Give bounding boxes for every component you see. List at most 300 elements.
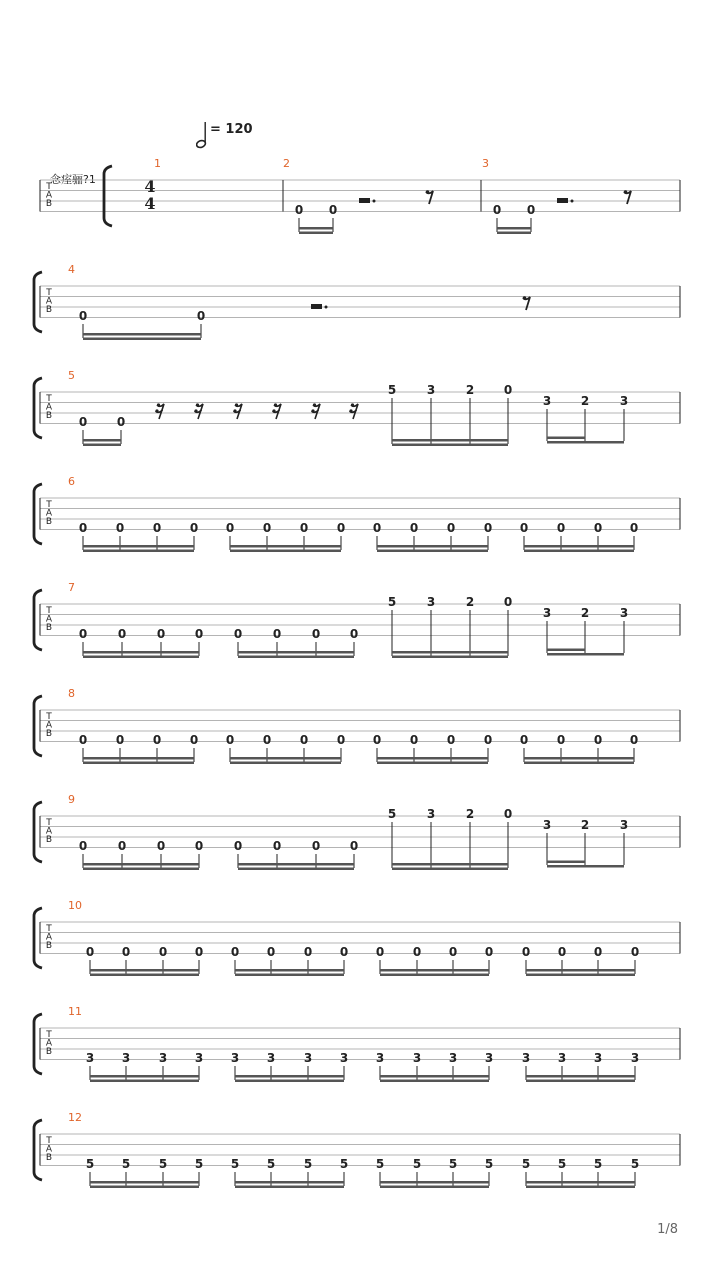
fret-number: 0 — [311, 627, 321, 641]
fret-number: 0 — [349, 627, 359, 641]
system-bracket — [34, 484, 42, 544]
sixteenth-rest-icon — [157, 403, 160, 406]
beam — [83, 762, 194, 765]
staff-system — [34, 908, 680, 968]
fret-number: 3 — [557, 1051, 567, 1065]
staff-system — [34, 272, 680, 332]
beam-group — [86, 945, 203, 976]
tempo-value: = 120 — [210, 122, 253, 137]
fret-number: 0 — [303, 945, 313, 959]
beam-group — [79, 521, 198, 552]
fret-number: 5 — [230, 1157, 240, 1171]
fret-number: 2 — [580, 394, 590, 408]
beam-group — [231, 945, 348, 976]
system-bracket — [104, 166, 112, 226]
fret-number: 3 — [412, 1051, 422, 1065]
fret-number: 0 — [483, 521, 493, 535]
beam — [392, 868, 508, 871]
rest-dot-icon — [373, 200, 376, 203]
beam — [83, 656, 199, 659]
fret-number: 0 — [629, 521, 639, 535]
fret-number: 3 — [375, 1051, 385, 1065]
fret-number: 5 — [121, 1157, 131, 1171]
beam — [380, 1181, 489, 1184]
measure-number: 6 — [68, 475, 75, 488]
tab-clef-letter: B — [45, 411, 53, 421]
beam-group — [543, 818, 628, 868]
beam-group — [79, 839, 203, 870]
beam — [235, 1186, 344, 1189]
beam — [83, 863, 199, 866]
measure-number: 11 — [68, 1005, 82, 1018]
beam — [299, 232, 333, 235]
tab-clef-letter: T — [46, 818, 52, 828]
beam — [235, 1181, 344, 1184]
beam-group — [522, 945, 639, 976]
measure-number: 9 — [68, 793, 75, 806]
fret-number: 3 — [158, 1051, 168, 1065]
beam — [90, 1181, 199, 1184]
fret-number: 0 — [78, 839, 88, 853]
measure-number: 2 — [283, 157, 290, 170]
fret-number: 3 — [542, 394, 552, 408]
fret-number: 5 — [158, 1157, 168, 1171]
fret-number: 5 — [85, 1157, 95, 1171]
fret-number: 3 — [339, 1051, 349, 1065]
fret-number: 0 — [593, 733, 603, 747]
eighth-rest-icon — [426, 190, 430, 194]
beam-group — [86, 1157, 203, 1188]
fret-number: 5 — [303, 1157, 313, 1171]
fret-number: 0 — [294, 203, 304, 217]
fret-number: 0 — [194, 839, 204, 853]
tab-clef-letter: A — [45, 932, 53, 943]
beam-group — [493, 203, 535, 234]
beam-group — [376, 1051, 493, 1082]
fret-number: 0 — [409, 733, 419, 747]
sixteenth-rest-icon — [196, 403, 199, 406]
system-bracket — [34, 696, 42, 756]
beam — [392, 863, 508, 866]
fret-number: 2 — [465, 595, 475, 609]
page-number: 1/8 — [657, 1222, 678, 1237]
beam — [235, 1080, 344, 1083]
beam — [526, 969, 635, 972]
tab-clef-letter: T — [46, 500, 52, 510]
tab-clef-letter: A — [45, 826, 53, 837]
beam — [90, 969, 199, 972]
fret-number: 2 — [465, 807, 475, 821]
fret-number: 0 — [593, 521, 603, 535]
fret-number: 0 — [299, 733, 309, 747]
half-rest-icon — [359, 198, 370, 203]
fret-number: 0 — [409, 521, 419, 535]
fret-number: 3 — [230, 1051, 240, 1065]
fret-number: 5 — [593, 1157, 603, 1171]
beam — [526, 974, 635, 977]
fret-number: 0 — [446, 733, 456, 747]
tab-clef-letter: A — [45, 614, 53, 625]
beam — [377, 545, 488, 548]
beam-group — [522, 1051, 639, 1082]
tab-clef-letter: T — [46, 606, 52, 616]
fret-number: 0 — [194, 945, 204, 959]
fret-number: 3 — [593, 1051, 603, 1065]
fret-number: 0 — [557, 945, 567, 959]
beam-group — [226, 733, 345, 764]
beam-group — [79, 415, 125, 446]
measure-number: 1 — [154, 157, 161, 170]
fret-number: 0 — [233, 627, 243, 641]
fret-number: 0 — [156, 627, 166, 641]
beam — [380, 1075, 489, 1078]
beam-group — [376, 945, 493, 976]
tab-clef-letter: A — [45, 190, 53, 201]
measure-number: 7 — [68, 581, 75, 594]
fret-number: 3 — [266, 1051, 276, 1065]
fret-number: 0 — [521, 945, 531, 959]
sixteenth-rest-icon — [311, 409, 314, 412]
fret-number: 0 — [339, 945, 349, 959]
fret-number: 0 — [78, 521, 88, 535]
tab-clef-letter: B — [45, 835, 53, 845]
instrument-label: 念痓骊?1 — [50, 173, 96, 186]
beam-group — [520, 521, 638, 552]
tab-clef-letter: T — [46, 182, 52, 192]
fret-number: 0 — [272, 839, 282, 853]
beam-group — [373, 733, 492, 764]
fret-number: 0 — [194, 627, 204, 641]
fret-number: 0 — [78, 627, 88, 641]
beam — [547, 649, 585, 652]
half-rest-icon — [311, 304, 322, 309]
fret-number: 3 — [194, 1051, 204, 1065]
fret-number: 5 — [387, 383, 397, 397]
fret-number: 3 — [121, 1051, 131, 1065]
tab-clef-letter: A — [45, 1144, 53, 1155]
fret-number: 5 — [484, 1157, 494, 1171]
beam — [547, 437, 585, 440]
fret-number: 3 — [484, 1051, 494, 1065]
fret-number: 0 — [556, 733, 566, 747]
beam-group — [234, 627, 358, 658]
fret-number: 0 — [78, 415, 88, 429]
beam — [90, 974, 199, 977]
measure-number: 12 — [68, 1111, 82, 1124]
tab-clef-letter: B — [45, 729, 53, 739]
beam — [392, 439, 508, 442]
beam — [83, 439, 121, 442]
fret-number: 5 — [339, 1157, 349, 1171]
tab-clef-letter: B — [45, 1047, 53, 1057]
fret-number: 0 — [372, 733, 382, 747]
fret-number: 5 — [448, 1157, 458, 1171]
beam — [238, 656, 354, 659]
eighth-rest-icon — [523, 296, 527, 300]
beam-group — [231, 1157, 348, 1188]
beam — [83, 651, 199, 654]
fret-number: 0 — [328, 203, 338, 217]
measure-number: 10 — [68, 899, 82, 912]
fret-number: 0 — [503, 595, 513, 609]
staff-system — [34, 802, 680, 862]
beam-group — [79, 309, 205, 340]
fret-number: 0 — [158, 945, 168, 959]
fret-number: 0 — [152, 733, 162, 747]
system-bracket — [34, 378, 42, 438]
beam — [83, 444, 121, 447]
measure-number: 4 — [68, 263, 75, 276]
beam — [238, 868, 354, 871]
fret-number: 3 — [426, 383, 436, 397]
fret-number: 0 — [262, 733, 272, 747]
fret-number: 5 — [521, 1157, 531, 1171]
beam — [497, 232, 531, 235]
system-bracket — [34, 908, 42, 968]
beam-group — [520, 733, 638, 764]
beam — [547, 865, 624, 868]
beam-group — [373, 521, 492, 552]
fret-number: 0 — [266, 945, 276, 959]
tab-clef-letter: A — [45, 402, 53, 413]
fret-number: 0 — [372, 521, 382, 535]
tab-clef-letter: A — [45, 1038, 53, 1049]
time-signature-top: 4 — [144, 177, 156, 196]
fret-number: 0 — [117, 627, 127, 641]
fret-number: 0 — [492, 203, 502, 217]
tab-clef-letter: T — [46, 712, 52, 722]
fret-number: 3 — [630, 1051, 640, 1065]
fret-number: 0 — [115, 521, 125, 535]
fret-number: 3 — [542, 818, 552, 832]
tab-clef-letter: B — [45, 517, 53, 527]
system-bracket — [34, 590, 42, 650]
fret-number: 2 — [580, 606, 590, 620]
staff-system — [40, 166, 680, 226]
fret-number: 0 — [272, 627, 282, 641]
fret-number: 3 — [303, 1051, 313, 1065]
fret-number: 3 — [426, 807, 436, 821]
tab-clef-letter: B — [45, 623, 53, 633]
fret-number: 3 — [542, 606, 552, 620]
system-bracket — [34, 802, 42, 862]
system-bracket — [34, 1120, 42, 1180]
beam — [547, 653, 624, 656]
measure-number: 3 — [482, 157, 489, 170]
sixteenth-rest-icon — [194, 409, 197, 412]
beam-group — [79, 627, 203, 658]
fret-number: 0 — [116, 415, 126, 429]
beam — [547, 441, 624, 444]
beam-group — [234, 839, 358, 870]
fret-number: 3 — [619, 606, 629, 620]
beam — [83, 333, 201, 336]
beam-group — [86, 1051, 203, 1082]
half-rest-icon — [557, 198, 568, 203]
beam — [526, 1181, 635, 1184]
fret-number: 0 — [375, 945, 385, 959]
sixteenth-rest-icon — [313, 403, 316, 406]
fret-number: 0 — [225, 733, 235, 747]
beam — [524, 550, 634, 553]
beam-group — [226, 521, 345, 552]
fret-number: 0 — [85, 945, 95, 959]
beam — [90, 1080, 199, 1083]
beam — [380, 1080, 489, 1083]
beam — [380, 1186, 489, 1189]
fret-number: 5 — [387, 595, 397, 609]
fret-number: 0 — [630, 945, 640, 959]
beam — [392, 651, 508, 654]
beam — [90, 1186, 199, 1189]
fret-number: 3 — [619, 818, 629, 832]
fret-number: 0 — [503, 383, 513, 397]
staff-system — [34, 696, 680, 756]
measure-number: 5 — [68, 369, 75, 382]
fret-number: 0 — [117, 839, 127, 853]
fret-number: 0 — [483, 733, 493, 747]
fret-number: 0 — [121, 945, 131, 959]
system-bracket — [34, 1014, 42, 1074]
eighth-rest-icon — [624, 190, 628, 194]
beam — [377, 757, 488, 760]
fret-number: 0 — [519, 733, 529, 747]
sixteenth-rest-icon — [349, 409, 352, 412]
measure-number: 8 — [68, 687, 75, 700]
fret-number: 0 — [526, 203, 536, 217]
fret-number: 2 — [465, 383, 475, 397]
beam — [526, 1186, 635, 1189]
tab-clef-letter: T — [46, 1030, 52, 1040]
fret-number: 5 — [630, 1157, 640, 1171]
fret-number: 0 — [225, 521, 235, 535]
sixteenth-rest-icon — [233, 409, 236, 412]
staff-system — [34, 590, 680, 650]
fret-number: 3 — [85, 1051, 95, 1065]
time-signature-bottom: 4 — [144, 194, 156, 213]
fret-number: 0 — [349, 839, 359, 853]
beam — [90, 1075, 199, 1078]
fret-number: 0 — [230, 945, 240, 959]
tab-clef-letter: T — [46, 394, 52, 404]
fret-number: 5 — [266, 1157, 276, 1171]
fret-number: 0 — [484, 945, 494, 959]
beam — [377, 762, 488, 765]
sixteenth-rest-icon — [155, 409, 158, 412]
beam-group — [231, 1051, 348, 1082]
fret-number: 0 — [196, 309, 206, 323]
beam — [497, 227, 531, 230]
fret-number: 0 — [593, 945, 603, 959]
fret-number: 0 — [503, 807, 513, 821]
fret-number: 0 — [189, 733, 199, 747]
beam — [392, 656, 508, 659]
tab-clef-letter: A — [45, 296, 53, 307]
beam-group — [543, 606, 628, 656]
beam — [235, 1075, 344, 1078]
beam — [547, 861, 585, 864]
tab-clef-letter: B — [45, 941, 53, 951]
sixteenth-rest-icon — [272, 409, 275, 412]
beam — [526, 1080, 635, 1083]
tab-clef-letter: A — [45, 720, 53, 731]
beam — [83, 757, 194, 760]
beam-group — [522, 1157, 639, 1188]
fret-number: 0 — [629, 733, 639, 747]
beam — [380, 974, 489, 977]
fret-number: 3 — [448, 1051, 458, 1065]
fret-number: 0 — [519, 521, 529, 535]
fret-number: 0 — [152, 521, 162, 535]
fret-number: 2 — [580, 818, 590, 832]
tab-clef-letter: T — [46, 1136, 52, 1146]
beam — [235, 974, 344, 977]
fret-number: 0 — [412, 945, 422, 959]
tab-clef-letter: B — [45, 1153, 53, 1163]
beam — [238, 651, 354, 654]
fret-number: 0 — [299, 521, 309, 535]
tab-clef-letter: T — [46, 924, 52, 934]
beam — [238, 863, 354, 866]
beam — [230, 545, 341, 548]
fret-number: 0 — [446, 521, 456, 535]
fret-number: 3 — [619, 394, 629, 408]
staff-system — [34, 484, 680, 544]
fret-number: 0 — [336, 521, 346, 535]
rest-dot-icon — [571, 200, 574, 203]
fret-number: 0 — [189, 521, 199, 535]
beam — [524, 757, 634, 760]
sixteenth-rest-icon — [351, 403, 354, 406]
fret-number: 0 — [78, 733, 88, 747]
beam — [235, 969, 344, 972]
system-bracket — [34, 272, 42, 332]
sixteenth-rest-icon — [235, 403, 238, 406]
staff-system — [34, 1120, 680, 1180]
fret-number: 0 — [311, 839, 321, 853]
beam — [230, 762, 341, 765]
beam — [299, 227, 333, 230]
fret-number: 0 — [556, 521, 566, 535]
beam — [392, 444, 508, 447]
fret-number: 0 — [115, 733, 125, 747]
fret-number: 0 — [78, 309, 88, 323]
fret-number: 0 — [233, 839, 243, 853]
tab-clef-letter: A — [45, 508, 53, 519]
beam — [380, 969, 489, 972]
rest-dot-icon — [325, 306, 328, 309]
fret-number: 0 — [262, 521, 272, 535]
sixteenth-rest-icon — [274, 403, 277, 406]
staff-system — [34, 1014, 680, 1074]
fret-number: 5 — [387, 807, 397, 821]
beam — [230, 757, 341, 760]
beam-group — [543, 394, 628, 444]
beam — [377, 550, 488, 553]
fret-number: 5 — [194, 1157, 204, 1171]
beam-group — [295, 203, 337, 234]
beam — [524, 545, 634, 548]
beam — [83, 545, 194, 548]
beam-group — [376, 1157, 493, 1188]
fret-number: 0 — [448, 945, 458, 959]
tab-clef-letter: T — [46, 288, 52, 298]
fret-number: 0 — [156, 839, 166, 853]
fret-number: 3 — [426, 595, 436, 609]
fret-number: 5 — [375, 1157, 385, 1171]
beam — [83, 550, 194, 553]
beam — [83, 868, 199, 871]
